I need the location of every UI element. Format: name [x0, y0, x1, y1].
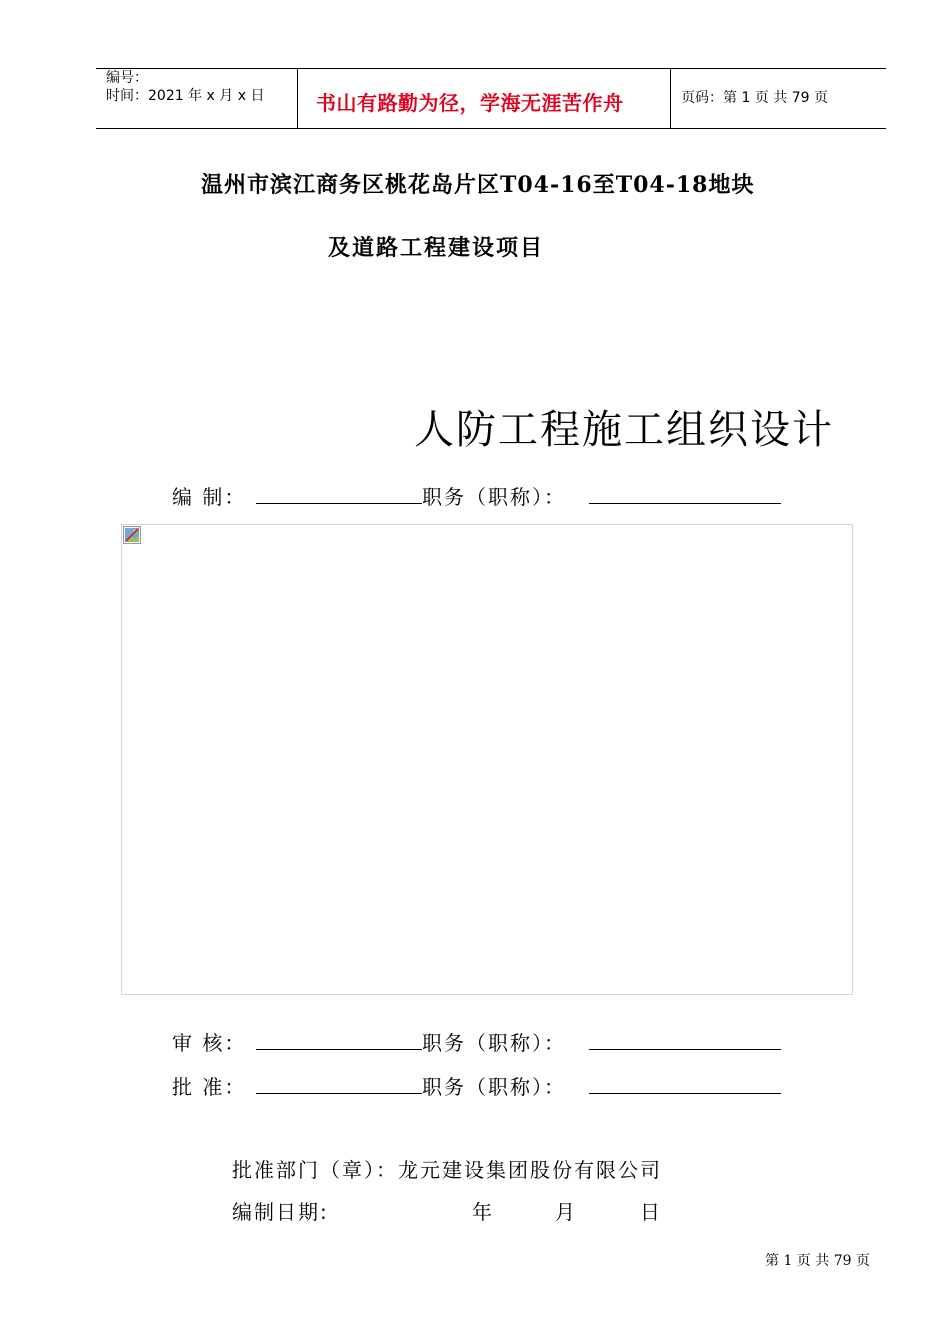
project-title-line2: 及道路工程建设项目: [328, 235, 545, 261]
signature-role-label: 职务（职称）：: [422, 1031, 566, 1055]
date-day-label: 日: [640, 1200, 662, 1224]
header-top-rule: [96, 68, 886, 69]
broken-image-icon: [123, 526, 141, 544]
date-year-label: 年: [472, 1200, 494, 1224]
header-divider: [297, 68, 298, 129]
page-footer: 第 1 页 共 79 页: [765, 1253, 870, 1269]
signature-role-label: 职务（职称）：: [422, 1075, 566, 1099]
signature-label: 编 制：: [172, 485, 247, 509]
signature-role-blank: [589, 1071, 781, 1094]
approval-department: 批准部门（章）：龙元建设集团股份有限公司: [232, 1158, 662, 1182]
project-title-line1: 温州市滨江商务区桃花岛片区T04-16至T04-18地块: [201, 172, 755, 198]
signature-name-blank: [256, 1071, 422, 1094]
header-motto: 书山有路勤为径，学海无涯苦作舟: [316, 91, 624, 115]
document-time: 时间：2021 年 x 月 x 日: [106, 88, 265, 104]
header-bottom-rule: [96, 128, 886, 129]
document-code-label: 编号：: [106, 70, 148, 86]
header-divider: [670, 68, 671, 129]
header-page-info: 页码：第 1 页 共 79 页: [681, 90, 828, 106]
date-month-label: 月: [555, 1200, 577, 1224]
signature-name-blank: [256, 1027, 422, 1050]
signature-role-blank: [589, 481, 781, 504]
signature-role-blank: [589, 1027, 781, 1050]
image-placeholder: [121, 524, 853, 995]
signature-label: 审 核：: [172, 1031, 247, 1055]
compile-date-label: 编制日期:: [232, 1200, 329, 1224]
document-title: 人防工程施工组织设计: [414, 407, 834, 453]
signature-name-blank: [256, 481, 422, 504]
signature-role-label: 职务（职称）：: [422, 485, 566, 509]
signature-label: 批 准：: [172, 1075, 247, 1099]
